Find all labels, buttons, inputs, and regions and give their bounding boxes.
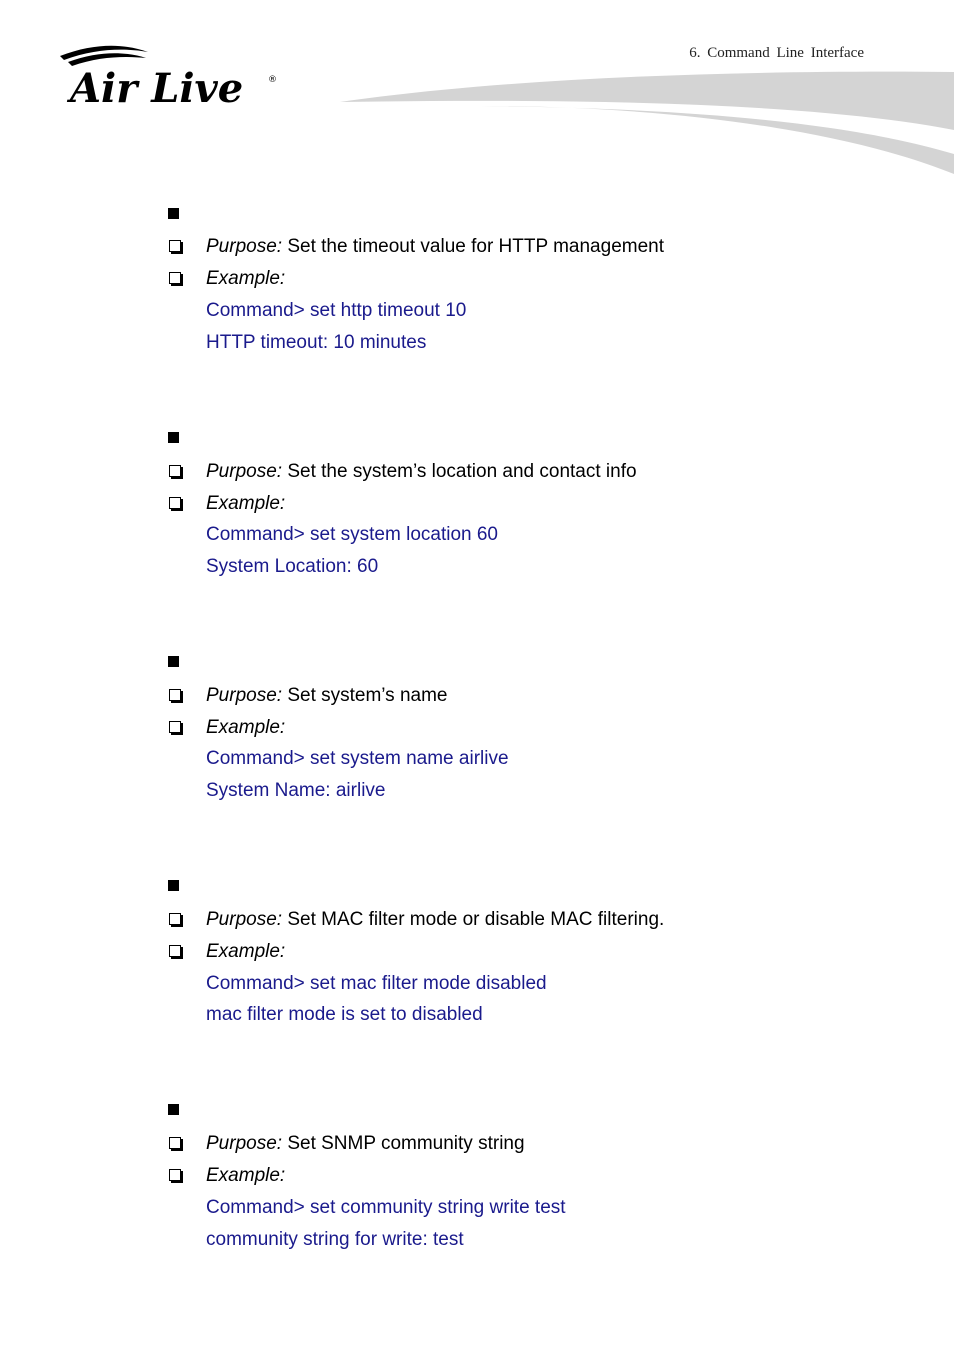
section-bullet [168, 432, 179, 443]
section-bullet [168, 656, 179, 667]
section-bullet [168, 208, 179, 219]
command-output: mac filter mode is set to disabled [206, 1004, 483, 1025]
checkbox-icon [169, 1137, 181, 1149]
airlive-logo [56, 42, 282, 108]
checkbox-icon [169, 240, 181, 252]
svg-text:Air Live: Air Live [70, 65, 244, 108]
command-output: System Name: airlive [206, 780, 386, 801]
command-line: Command> set system location 60 [206, 524, 498, 545]
checkbox-icon [169, 465, 181, 477]
command-output: HTTP timeout: 10 minutes [206, 332, 427, 353]
checkbox-icon [169, 945, 181, 957]
checkbox-icon [169, 497, 181, 509]
header-swoosh [340, 70, 954, 180]
command-output: community string for write: test [206, 1229, 464, 1250]
chapter-header: 6. Command Line Interface [689, 45, 864, 61]
svg-text:®: ® [268, 75, 277, 85]
checkbox-icon [169, 272, 181, 284]
section-bullet [168, 880, 179, 891]
checkbox-icon [169, 913, 181, 925]
checkbox-icon [169, 1169, 181, 1181]
command-line: Command> set system name airlive [206, 748, 509, 769]
checkbox-icon [169, 689, 181, 701]
section-bullet [168, 1104, 179, 1115]
checkbox-icon [169, 721, 181, 733]
command-line: Command> set mac filter mode disabled [206, 973, 547, 994]
command-line: Command> set community string write test [206, 1197, 566, 1218]
command-output: System Location: 60 [206, 556, 379, 577]
command-line: Command> set http timeout 10 [206, 300, 467, 321]
